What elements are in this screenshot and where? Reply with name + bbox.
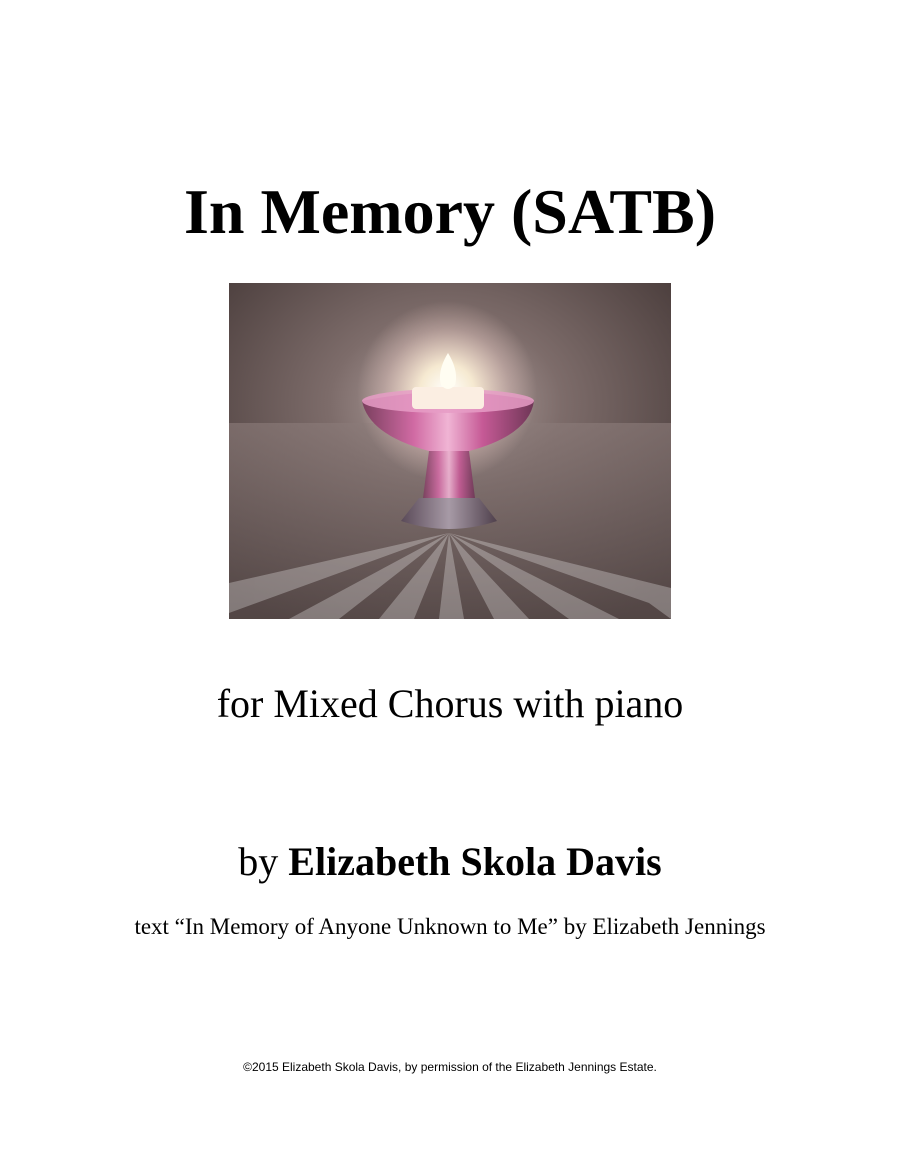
candle-illustration — [229, 283, 671, 619]
copyright-notice: ©2015 Elizabeth Skola Davis, by permission of the Elizabeth Jennings Estate. — [243, 1060, 657, 1074]
candle-photo — [229, 283, 671, 619]
composer-name: Elizabeth Skola Davis — [288, 839, 662, 884]
composer-byline — [0, 832, 900, 892]
page-title: In Memory (SATB) — [183, 176, 717, 247]
text-credit: text “In Memory of Anyone Unknown to Me” by Elizabeth Jennings — [134, 914, 766, 939]
subtitle: for Mixed Chorus with piano — [216, 681, 684, 726]
byline-prefix: by — [238, 839, 289, 884]
